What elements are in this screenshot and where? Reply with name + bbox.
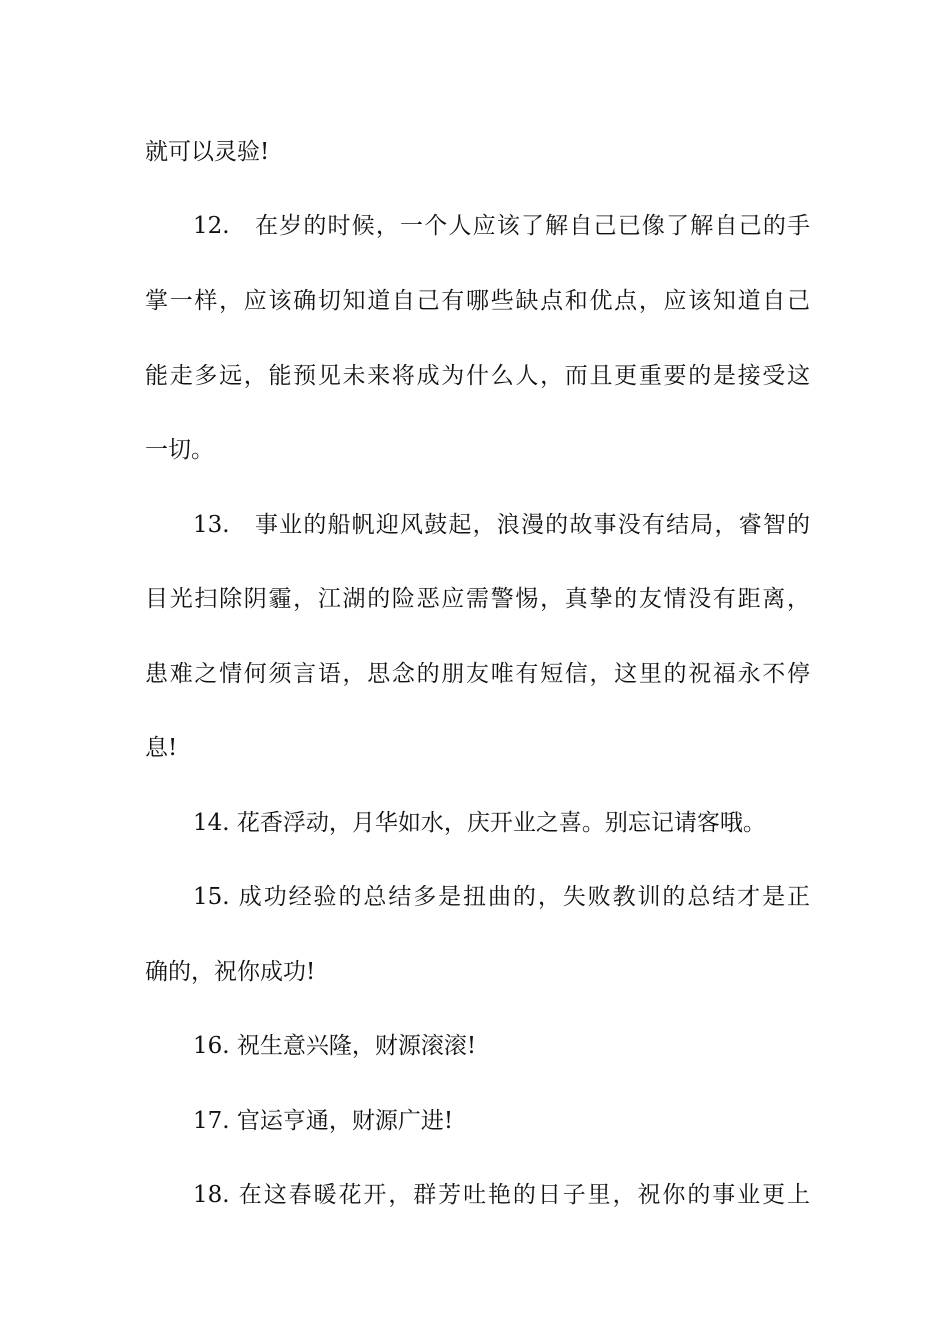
text-line-9: 息! [145,735,178,761]
text-line-1: 就可以灵验! [145,139,270,165]
text-line-12: 确的，祝你成功! [145,959,316,985]
text-line-8: 患难之情何须言语，思念的朋友唯有短信，这里的祝福永不停 [145,661,810,687]
text-line-7: 目光扫除阴霾，江湖的险恶应需警惕，真挚的友情没有距离， [145,586,810,612]
text-line-10: 14. 花香浮动，月华如水，庆开业之喜。别忘记请客哦。 [193,810,766,836]
text-line-2: 12. 在岁的时候，一个人应该了解自己已像了解自己的手 [193,213,810,239]
text-line-14: 17. 官运亨通，财源广进! [193,1108,454,1134]
text-line-5: 一切。 [145,437,214,463]
text-line-15: 18. 在这春暖花开，群芳吐艳的日子里，祝你的事业更上 [193,1182,810,1208]
text-line-4: 能走多远，能预见未来将成为什么人，而且更重要的是接受这 [145,363,810,389]
text-line-11: 15. 成功经验的总结多是扭曲的，失败教训的总结才是正 [193,884,810,910]
text-line-6: 13. 事业的船帆迎风鼓起，浪漫的故事没有结局，睿智的 [193,512,810,538]
text-line-13: 16. 祝生意兴隆，财源滚滚! [193,1033,477,1059]
text-line-3: 掌一样，应该确切知道自己有哪些缺点和优点，应该知道自己 [145,288,810,314]
